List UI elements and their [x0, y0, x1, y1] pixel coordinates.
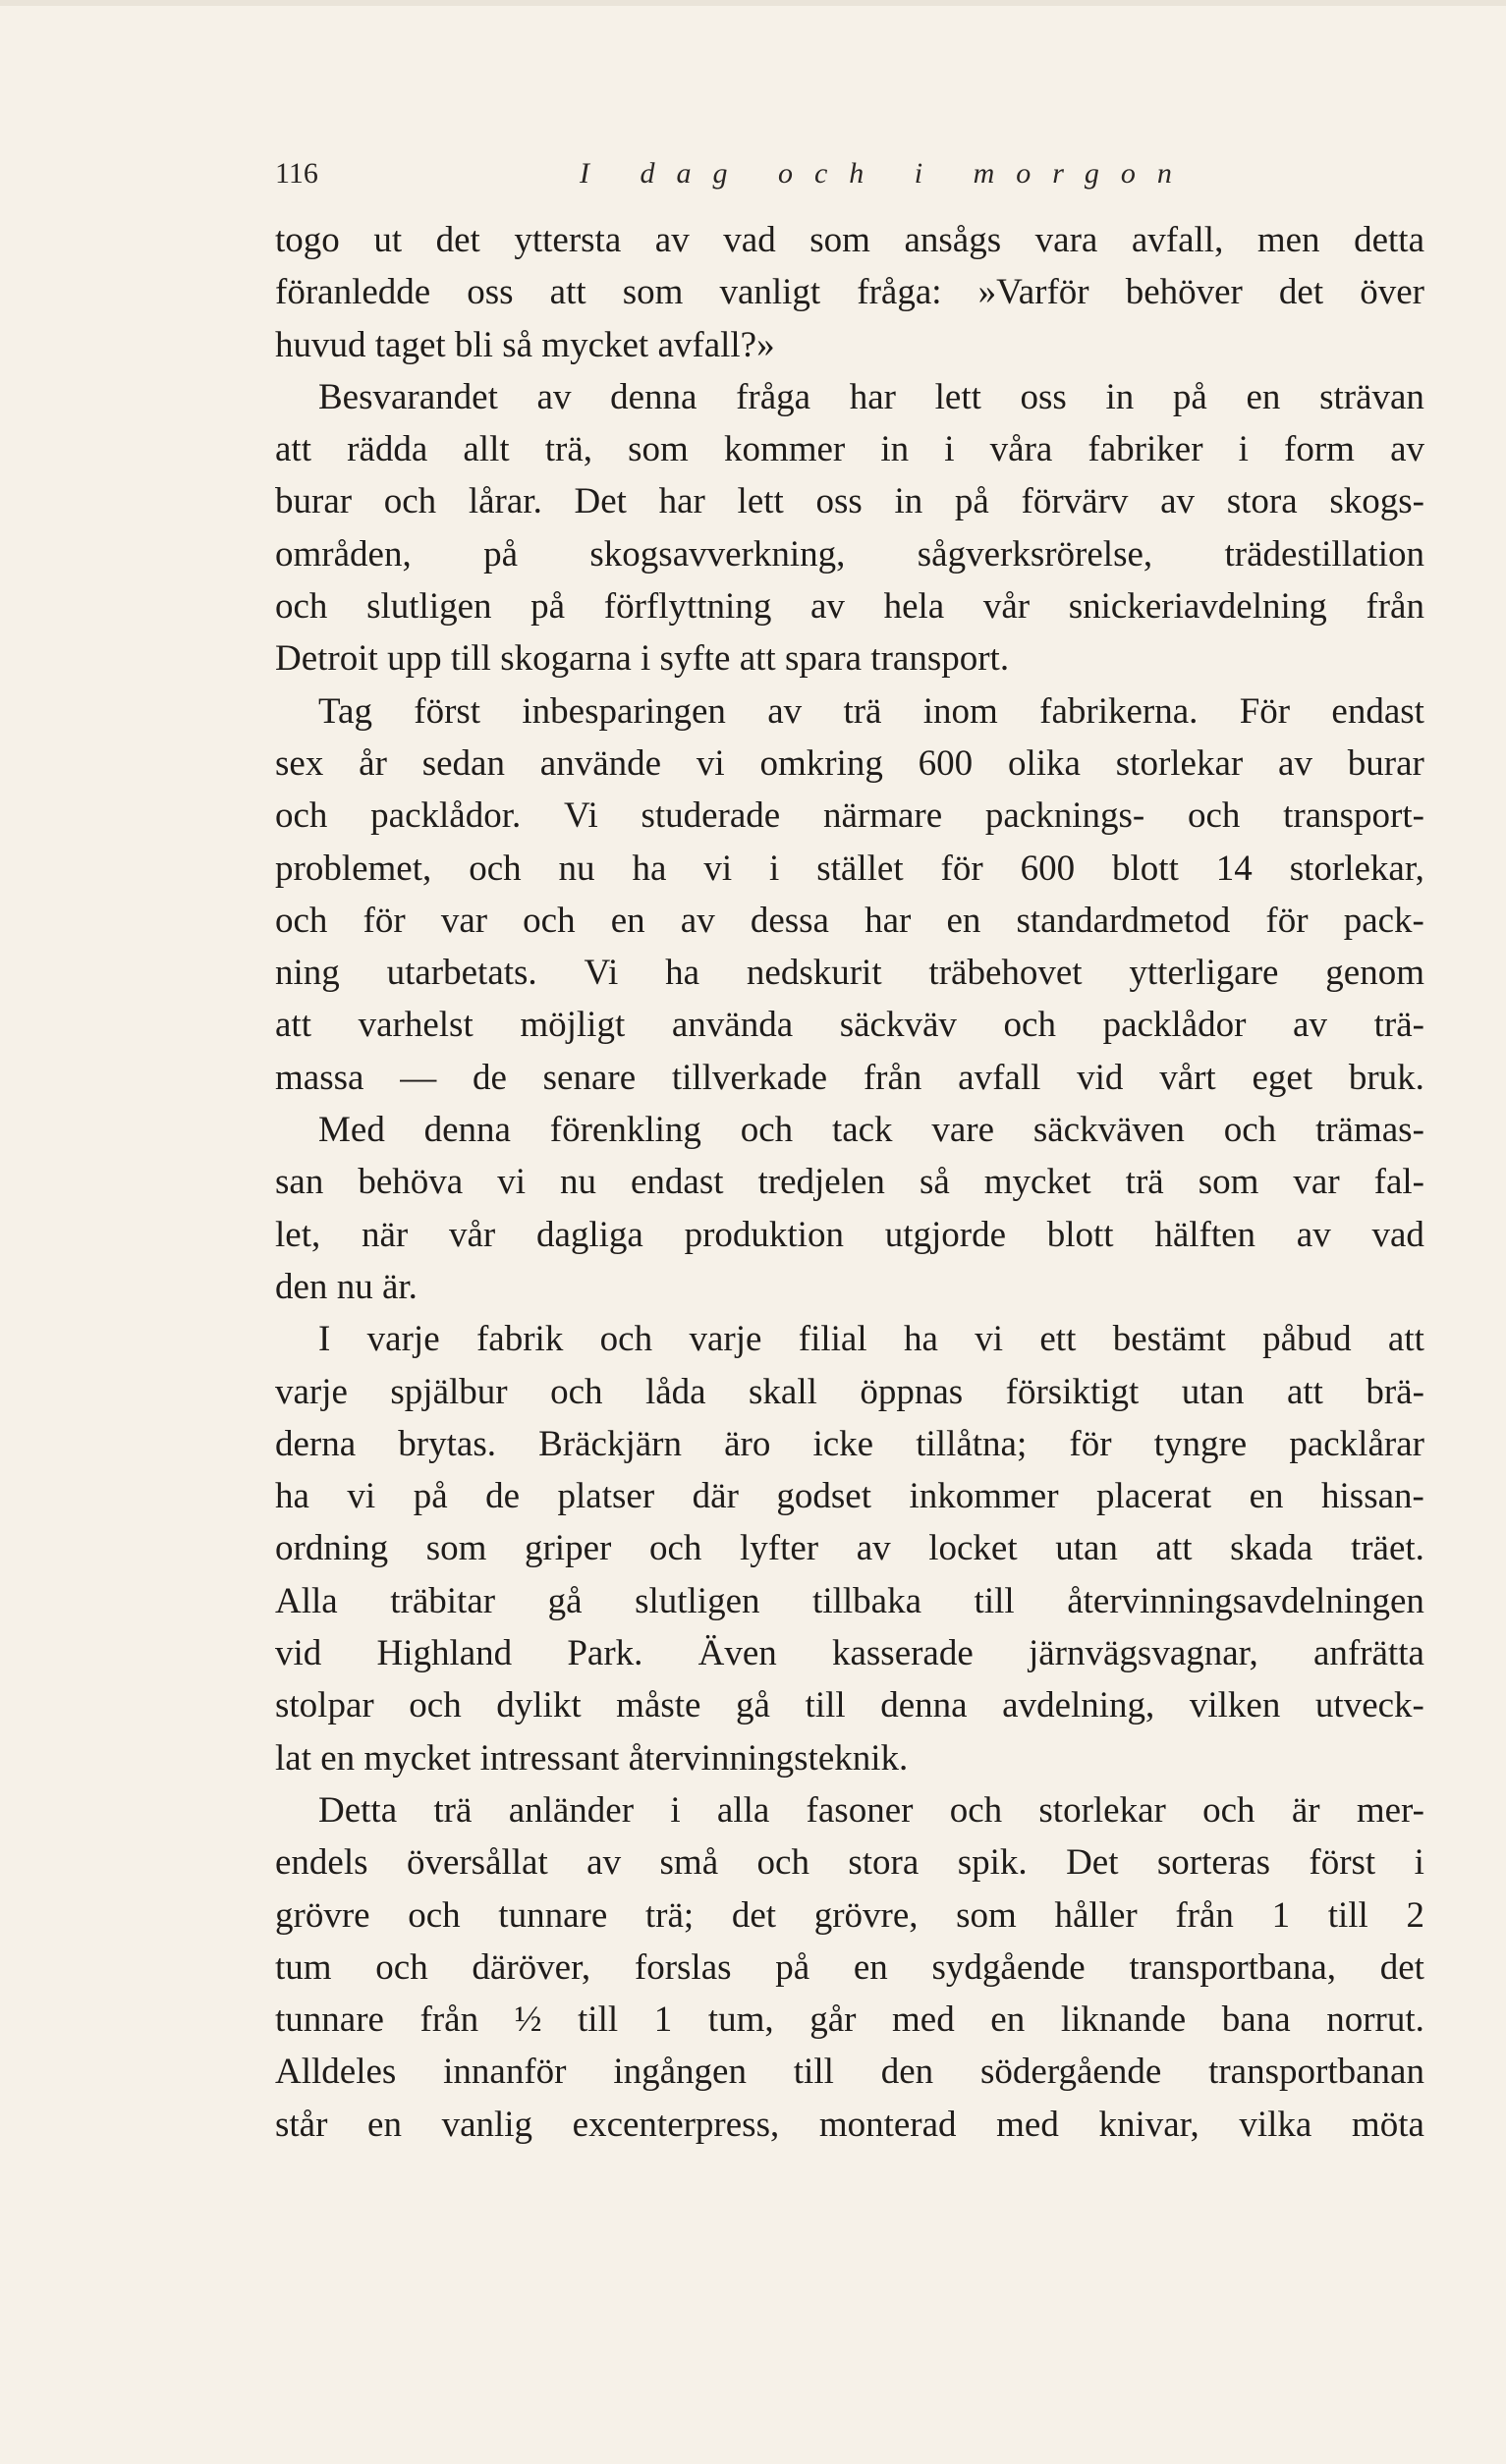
text-line: Besvarandet av denna fråga har lett oss in på en strävan [318, 376, 1424, 417]
text-line: och för var och en av dessa har en standardmetod för pack- [275, 900, 1424, 941]
text-line: ordning som griper och lyfter av locket utan att skada träet. [275, 1528, 1424, 1569]
text-line: att rädda allt trä, som kommer in i våra fabriker i form av [275, 429, 1424, 470]
text-line: burar och lårar. Det har lett oss in på förvärv av stora skogs- [275, 481, 1424, 522]
text-line: tunnare från ½ till 1 tum, går med en liknande bana norrut. [275, 1999, 1424, 2041]
text-line: Alldeles innanför ingången till den södergående transportbanan [275, 2052, 1424, 2093]
text-line: sex år sedan använde vi omkring 600 olika storlekar av burar [275, 742, 1424, 784]
text-line: Detta trä anländer i alla fasoner och storlekar och är mer- [318, 1789, 1424, 1831]
text-line: stolpar och dylikt måste gå till denna avdelning, vilken utveck- [275, 1685, 1424, 1726]
text-line: problemet, och nu ha vi i stället för 600 blott 14 storlekar, [275, 848, 1424, 889]
text-line: och slutligen på förflyttning av hela vår snickeriavdelning från [275, 586, 1424, 628]
text-line: togo ut det yttersta av vad som ansågs vara avfall, men detta [275, 220, 1424, 260]
text-line: lat en mycket intressant återvinningsteknik. [275, 1737, 909, 1779]
text-line: tum och däröver, forslas på en sydgående transportbana, det [275, 1946, 1424, 1988]
page-header [275, 157, 1424, 206]
body-text [275, 214, 1424, 2151]
text-line: derna brytas. Bräckjärn äro icke tillåtna; för tyngre packlårar [275, 1423, 1424, 1464]
text-line: Detroit upp till skogarna i syfte att spara transport. [275, 638, 1010, 680]
text-line: massa — de senare tillverkade från avfall vid vårt eget bruk. [275, 1057, 1424, 1098]
text-line: och packlådor. Vi studerade närmare packnings- och transport- [275, 795, 1424, 837]
text-line: att varhelst möjligt använda säckväv och packlådor av trä- [275, 1005, 1424, 1046]
text-line: Tag först inbesparingen av trä inom fabrikerna. För endast [318, 690, 1424, 732]
text-line: ha vi på de platser där godset inkommer placerat en hissan- [275, 1476, 1424, 1517]
running-title: I dag och i morgon [580, 157, 1194, 190]
scan-edge [0, 0, 1506, 6]
text-line: ning utarbetats. Vi ha nedskurit träbehovet ytterligare genom [275, 953, 1424, 994]
text-line: föranledde oss att som vanligt fråga: »Varför behöver det över [275, 272, 1424, 313]
page-number: 116 [275, 157, 318, 190]
text-line: grövre och tunnare trä; det grövre, som håller från 1 till 2 [275, 1894, 1424, 1936]
text-line: Alla träbitar gå slutligen tillbaka till återvinningsavdelningen [275, 1580, 1424, 1621]
text-line: let, när vår dagliga produktion utgjorde blott hälften av vad [275, 1214, 1424, 1255]
text-line: I varje fabrik och varje filial ha vi ett bestämt påbud att [318, 1319, 1424, 1360]
text-line: den nu är. [275, 1266, 418, 1307]
text-line: varje spjälbur och låda skall öppnas försiktigt utan att brä- [275, 1371, 1424, 1412]
text-line: san behöva vi nu endast tredjelen så mycket trä som var fal- [275, 1162, 1424, 1203]
text-line: Med denna förenkling och tack vare säckväven och trämas- [318, 1110, 1424, 1151]
text-line: står en vanlig excenterpress, monterad med knivar, vilka möta [275, 2104, 1424, 2145]
text-line: vid Highland Park. Även kasserade järnvägsvagnar, anfrätta [275, 1633, 1424, 1674]
text-line: huvud taget bli så mycket avfall?» [275, 324, 775, 365]
text-line: endels översållat av små och stora spik. Det sorteras först i [275, 1842, 1424, 1884]
text-line: områden, på skogsavverkning, sågverksrörelse, trädestillation [275, 533, 1424, 575]
